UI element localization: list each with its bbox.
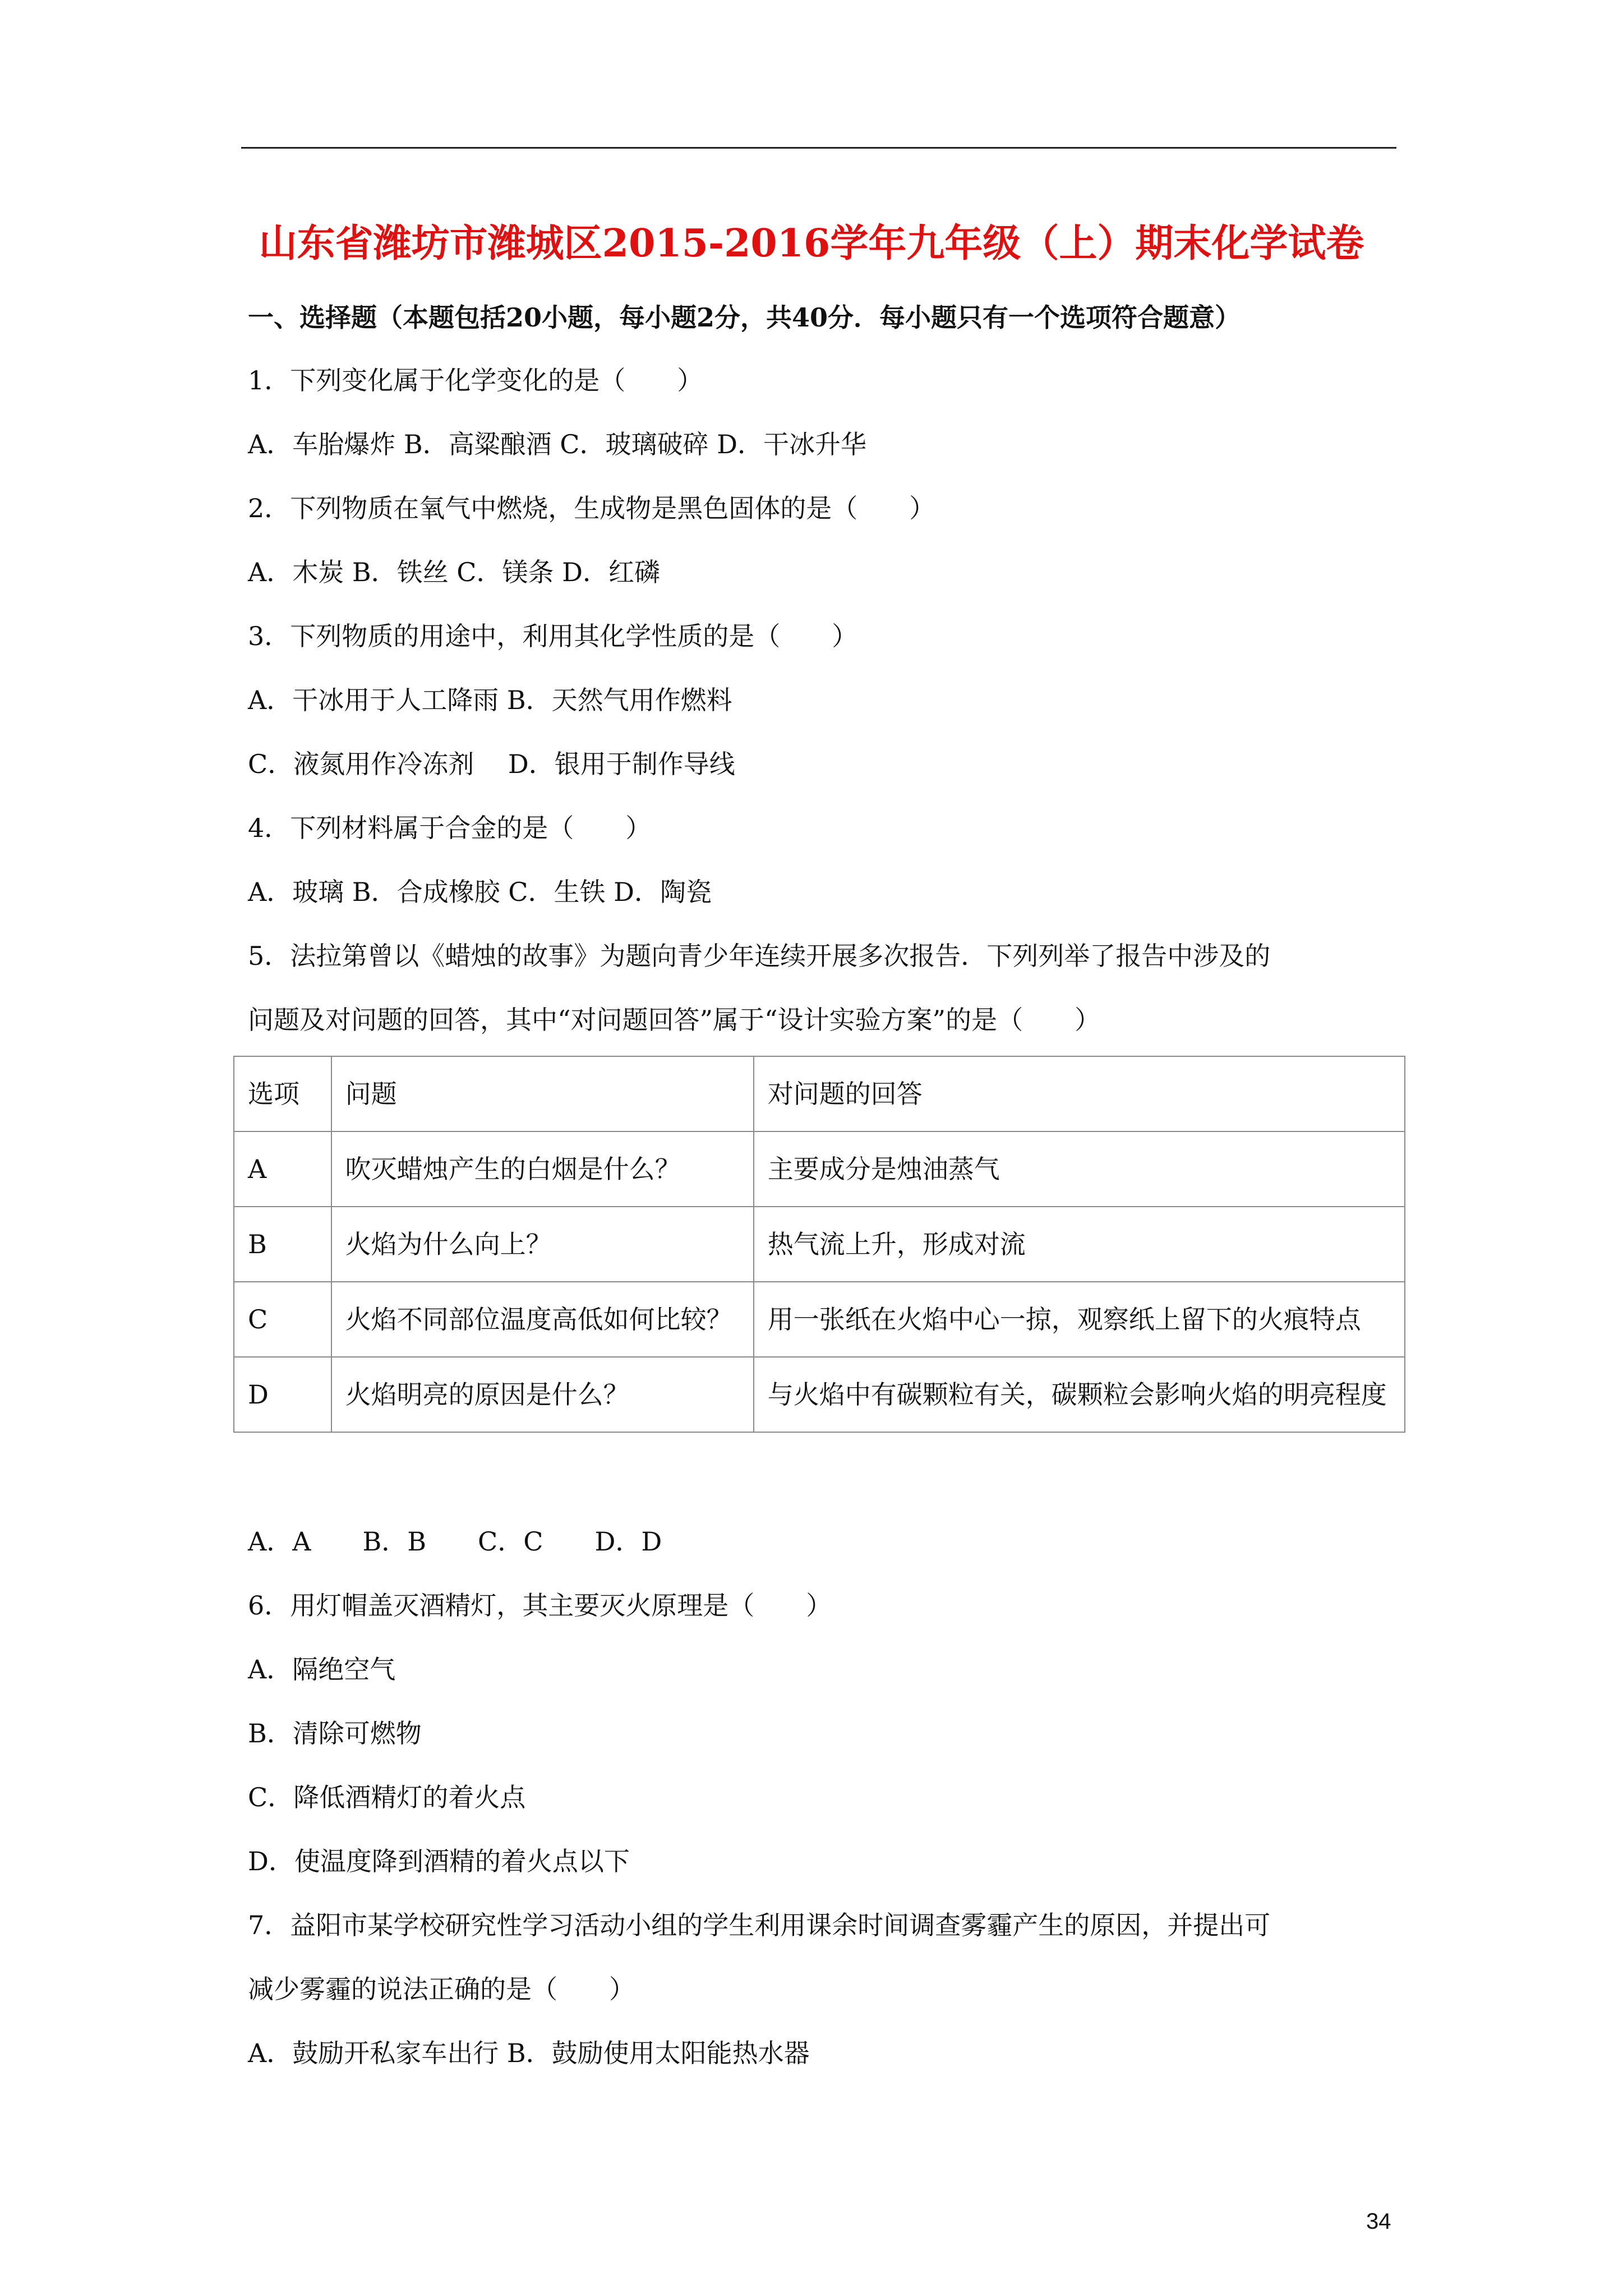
question-7-line-2: 减少雾霾的说法正确的是（ ） — [248, 1974, 635, 2004]
table-cell: 用一张纸在火焰中心一掠，观察纸上留下的火痕特点 — [754, 1282, 1405, 1357]
table-header-row — [234, 1056, 1405, 1131]
table-row — [234, 1282, 1405, 1357]
page-title: 山东省潍坊市潍城区2015-2016学年九年级（上）期末化学试卷 — [259, 221, 1364, 266]
question-6: 6．用灯帽盖灭酒精灯，其主要灭火原理是（ ） — [248, 1590, 832, 1621]
question-5-line-2: 问题及对问题的回答，其中“对问题回答”属于“设计实验方案”的是（ ） — [248, 1005, 1101, 1035]
question-6-option-c: C．降低酒精灯的着火点 — [248, 1782, 526, 1812]
question-5-options: A．A B．B C．C D．D — [248, 1526, 662, 1557]
table-cell: 火焰明亮的原因是什么？ — [331, 1357, 754, 1432]
section-heading: 一、选择题（本题包括20小题，每小题2分，共40分．每小题只有一个选项符合题意） — [248, 302, 1241, 333]
question-6-option-b: B．清除可燃物 — [248, 1718, 422, 1749]
question-5-line-1: 5．法拉第曾以《蜡烛的故事》为题向青少年连续开展多次报告．下列列举了报告中涉及的 — [248, 941, 1271, 971]
question-1: 1．下列变化属于化学变化的是（ ） — [248, 365, 703, 395]
table-cell: 主要成分是烛油蒸气 — [754, 1131, 1405, 1207]
question-3: 3．下列物质的用途中，利用其化学性质的是（ ） — [248, 621, 858, 651]
question-6-option-d: D．使温度降到酒精的着火点以下 — [248, 1846, 630, 1876]
table-header-cell: 选项 — [234, 1056, 331, 1131]
question-2-options: A．木炭 B．铁丝 C．镁条 D．红磷 — [248, 557, 660, 587]
question-4-options: A．玻璃 B．合成橡胶 C．生铁 D．陶瓷 — [248, 877, 712, 907]
question-7-line-1: 7．益阳市某学校研究性学习活动小组的学生利用课余时间调查雾霾产生的原因，并提出可 — [248, 1910, 1271, 1940]
question-5-table — [233, 1056, 1405, 1433]
question-2: 2．下列物质在氧气中燃烧，生成物是黑色固体的是（ ） — [248, 493, 935, 523]
question-6-option-a: A．隔绝空气 — [248, 1654, 396, 1685]
table-cell: 与火焰中有碳颗粒有关，碳颗粒会影响火焰的明亮程度 — [754, 1357, 1405, 1432]
question-3-options-ab: A．干冰用于人工降雨 B．天然气用作燃料 — [248, 685, 732, 715]
question-7-options: A．鼓励开私家车出行 B．鼓励使用太阳能热水器 — [248, 2038, 810, 2068]
table-cell: A — [234, 1131, 331, 1207]
table-cell: B — [234, 1207, 331, 1282]
question-1-options: A．车胎爆炸 B．高粱酿酒 C．玻璃破碎 D．干冰升华 — [248, 429, 866, 459]
question-3-options-cd: C．液氮用作冷冻剂 D．银用于制作导线 — [248, 749, 735, 779]
table-header-cell: 问题 — [331, 1056, 754, 1131]
table-row — [234, 1207, 1405, 1282]
table-cell: 火焰不同部位温度高低如何比较？ — [331, 1282, 754, 1357]
page-number: 34 — [1366, 2209, 1391, 2234]
table-row — [234, 1131, 1405, 1207]
header-rule — [241, 147, 1396, 149]
table-cell: 火焰为什么向上？ — [331, 1207, 754, 1282]
table-cell: D — [234, 1357, 331, 1432]
table-cell: 吹灭蜡烛产生的白烟是什么？ — [331, 1131, 754, 1207]
table-header-cell: 对问题的回答 — [754, 1056, 1405, 1131]
table-cell: 热气流上升，形成对流 — [754, 1207, 1405, 1282]
table-row — [234, 1357, 1405, 1432]
table-cell: C — [234, 1282, 331, 1357]
question-4: 4．下列材料属于合金的是（ ） — [248, 813, 652, 843]
